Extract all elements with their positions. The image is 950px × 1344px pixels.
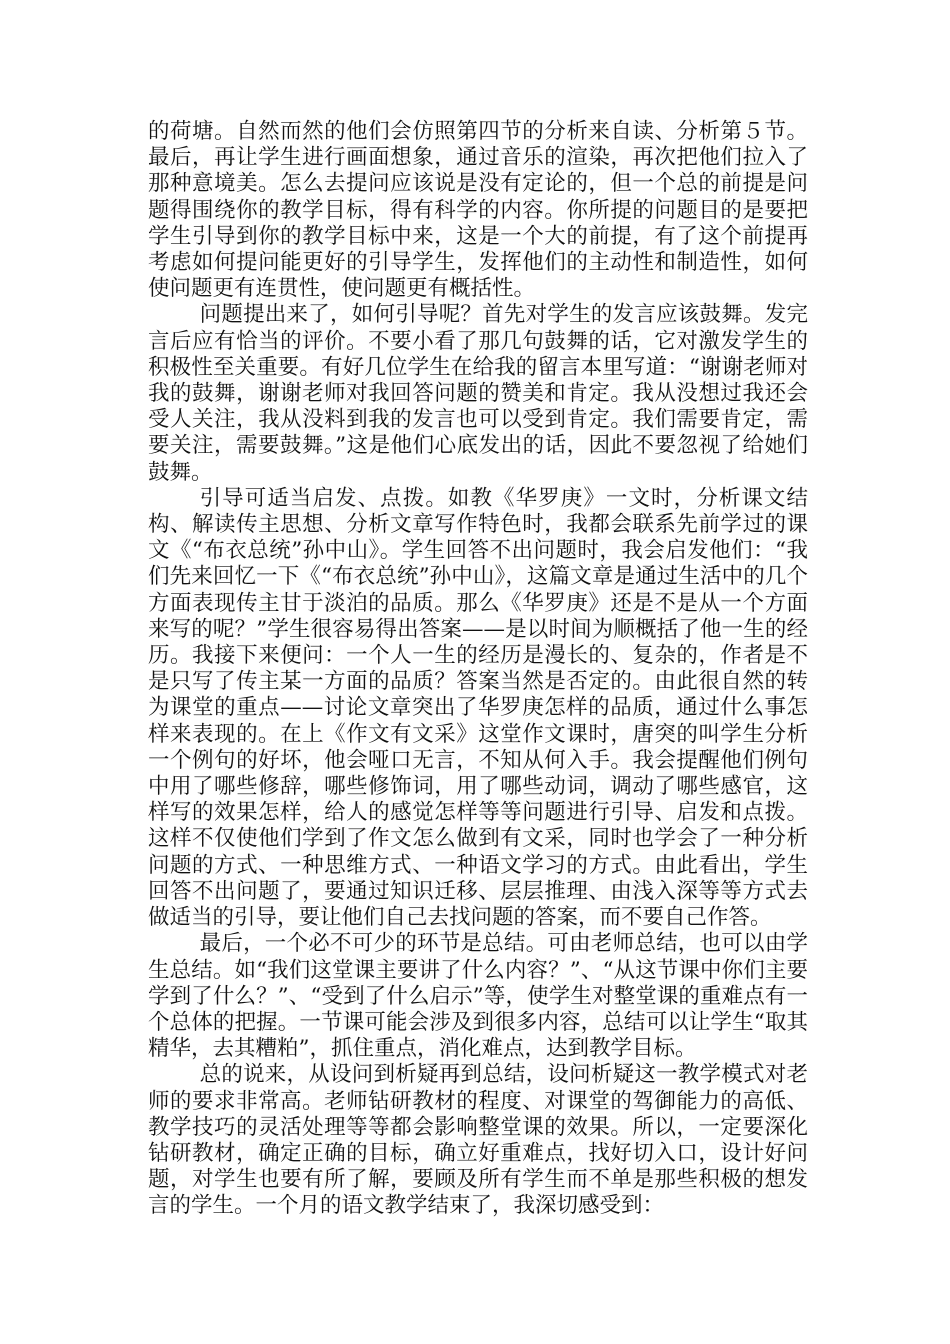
paragraph-4: 最后，一个必不可少的环节是总结。可由老师总结，也可以由学生总结。如“我们这堂课主要讲了什么内容？”、“从这节课中你们主要学到了什么？”、“受到了什么启示”等，使学生对整堂课的重难点有一个总体的把握。一节课可能会涉及到很多内容，总结可以让学生“取其精华，去其糟粕”，抓住重点，消化难点，达到教学目标。 <box>148 931 808 1062</box>
paragraph-2: 问题提出来了，如何引导呢？首先对学生的发言应该鼓舞。发完言后应有恰当的评价。不要小看了那几句鼓舞的话，它对激发学生的积极性至关重要。有好几位学生在给我的留言本里写道：“谢谢老师对我的鼓舞，谢谢老师对我回答问题的赞美和肯定。我从没想过我还会受人关注，我从没料到我的发言也可以受到肯定。我们需要肯定，需要关注，需要鼓舞。”这是他们心底发出的话，因此不要忽视了给她们鼓舞。 <box>148 302 808 485</box>
paragraph-1: 的荷塘。自然而然的他们会仿照第四节的分析来自读、分析第５节。最后，再让学生进行画面想象，通过音乐的渲染，再次把他们拉入了那种意境美。怎么去提问应该说是没有定论的，但一个总的前提是问题得围绕你的教学目标，得有科学的内容。你所提的问题目的是要把学生引导到你的教学目标中来，这是一个大的前提，有了这个前提再考虑如何提问能更好的引导学生，发挥他们的主动性和制造性，如何使问题更有连贯性，使问题更有概括性。 <box>148 119 808 302</box>
document-page <box>148 119 808 1220</box>
paragraph-5: 总的说来，从设问到析疑再到总结，设问析疑这一教学模式对老师的要求非常高。老师钻研教材的程度、对课堂的驾御能力的高低、教学技巧的灵活处理等等都会影响整堂课的效果。所以，一定要深化钻研教材，确定正确的目标，确立好重难点，找好切入口，设计好问题，对学生也要有所了解，要顾及所有学生而不单是那些积极的想发言的学生。一个月的语文教学结束了，我深切感受到： <box>148 1062 808 1219</box>
paragraph-3: 引导可适当启发、点拨。如教《华罗庚》一文时，分析课文结构、解读传主思想、分析文章写作特色时，我都会联系先前学过的课文《“布衣总统”孙中山》。学生回答不出问题时，我会启发他们：“我们先来回忆一下《“布衣总统”孙中山》，这篇文章是通过生活中的几个方面表现传主甘于淡泊的品质。那么《华罗庚》还是不是从一个方面来写的呢？”学生很容易得出答案——是以时间为顺概括了他一生的经历。我接下来便问：一个人一生的经历是漫长的、复杂的，作者是不是只写了传主某一方面的品质？答案当然是否定的。由此很自然的转为课堂的重点——讨论文章突出了华罗庚怎样的品质，通过什么事怎样来表现的。在上《作文有文采》这堂作文课时，唐突的叫学生分析一个例句的好坏，他会哑口无言，不知从何入手。我会提醒他们例句中用了哪些修辞，哪些修饰词，用了哪些动词，调动了哪些感官，这样写的效果怎样，给人的感觉怎样等等问题进行引导、启发和点拨。这样不仅使他们学到了作文怎么做到有文采，同时也学会了一种分析问题的方式、一种思维方式、一种语文学习的方式。由此看出，学生回答不出问题了，要通过知识迁移、层层推理、由浅入深等等方式去做适当的引导，要让他们自己去找问题的答案，而不要自己作答。 <box>148 485 808 931</box>
